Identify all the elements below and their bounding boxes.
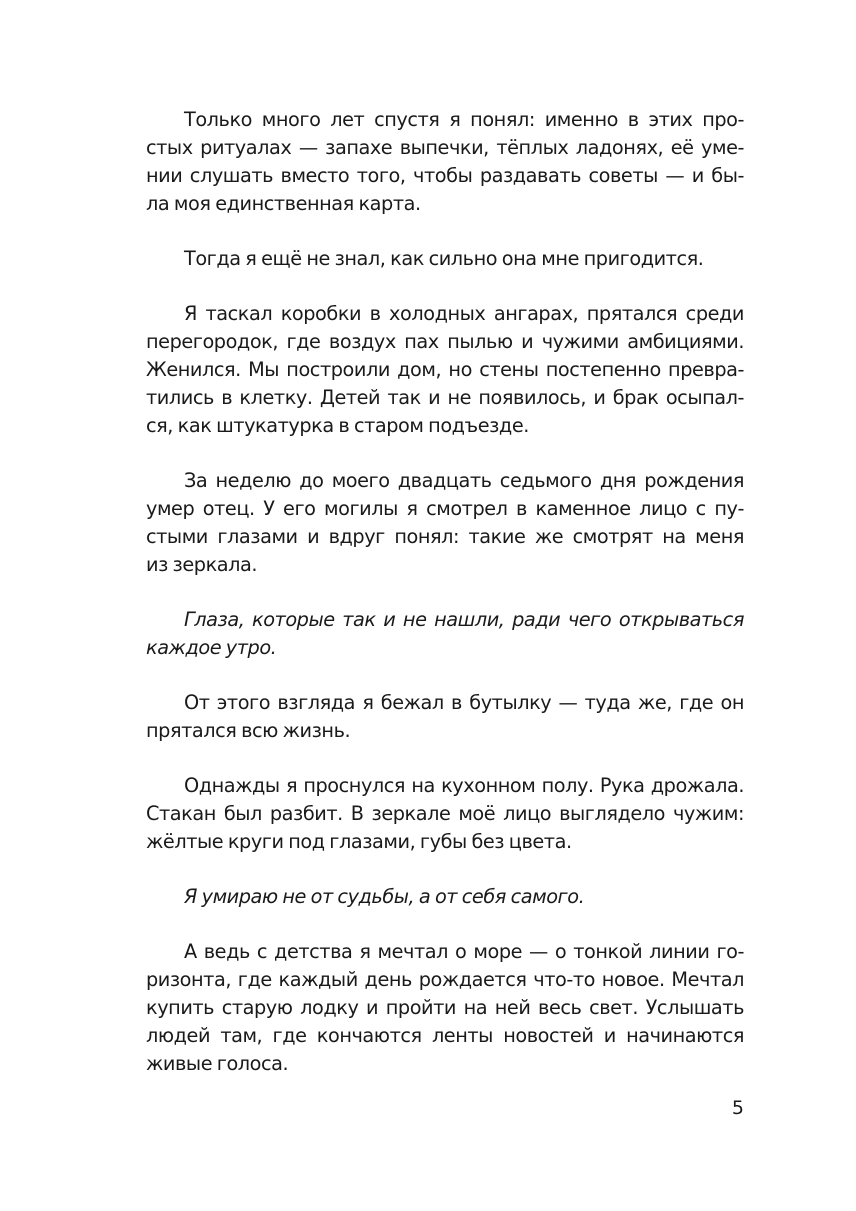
text-line: нии слушать вместо того, чтобы раздавать советы — и бы- — [146, 164, 744, 187]
paragraph — [146, 689, 744, 745]
page-number: 5 — [731, 1097, 744, 1119]
text-line: ся, как штукатурка в старом подъезде. — [146, 414, 529, 437]
text-line: Я умираю не от судьбы, а от себя самого. — [184, 885, 585, 908]
paragraph — [146, 938, 744, 1078]
paragraph — [146, 106, 744, 218]
text-line: ризонта, где каждый день рождается что-то новое. Мечтал — [146, 968, 744, 991]
text-line: умер отец. У его могилы я смотрел в каменное лицо с пу- — [146, 497, 744, 520]
text-line: За неделю до моего двадцать седьмого дня рождения — [184, 469, 744, 492]
text-line: перегородок, где воздух пах пылью и чужими амбициями. — [146, 330, 744, 353]
text-line: А ведь с детства я мечтал о море — о тонкой линии го- — [184, 940, 744, 963]
text-line: тились в клетку. Детей так и не появилось, и брак осыпал- — [146, 386, 744, 409]
text-line: Женился. Мы построили дом, но стены постепенно превра- — [146, 358, 744, 381]
text-line: Я таскал коробки в холодных ангарах, прятался среди — [184, 302, 744, 325]
text-line: Тогда я ещё не знал, как сильно она мне пригодится. — [184, 247, 704, 270]
text-line: людей там, где кончаются ленты новостей и начинаются — [146, 1024, 744, 1047]
text-line: из зеркала. — [146, 553, 258, 576]
text-line: стыми глазами и вдруг понял: такие же смотрят на меня — [146, 525, 744, 548]
text-line: прятался всю жизнь. — [146, 719, 351, 742]
text-line: Стакан был разбит. В зеркале моё лицо выглядело чужим: — [146, 802, 744, 825]
text-line: стых ритуалах — запахе выпечки, тёплых ладонях, её уме- — [146, 136, 744, 159]
paragraph — [146, 300, 744, 440]
text-line: Однажды я проснулся на кухонном полу. Рука дрожала. — [184, 774, 744, 797]
page-body — [146, 106, 744, 1105]
text-line: жёлтые круги под глазами, губы без цвета. — [146, 830, 572, 853]
text-line: живые голоса. — [146, 1052, 289, 1075]
paragraph — [146, 245, 744, 273]
paragraph — [146, 606, 744, 662]
text-line: От этого взгляда я бежал в бутылку — туда же, где он — [184, 691, 744, 714]
paragraph — [146, 883, 744, 911]
text-line: каждое утро. — [146, 636, 277, 659]
text-line: купить старую лодку и пройти на ней весь свет. Услышать — [146, 996, 744, 1019]
paragraph — [146, 772, 744, 856]
paragraph — [146, 467, 744, 579]
text-line: Глаза, которые так и не нашли, ради чего открываться — [184, 608, 744, 631]
text-line: ла моя единственная карта. — [146, 192, 421, 215]
text-line: Только много лет спустя я понял: именно в этих про- — [184, 108, 744, 131]
